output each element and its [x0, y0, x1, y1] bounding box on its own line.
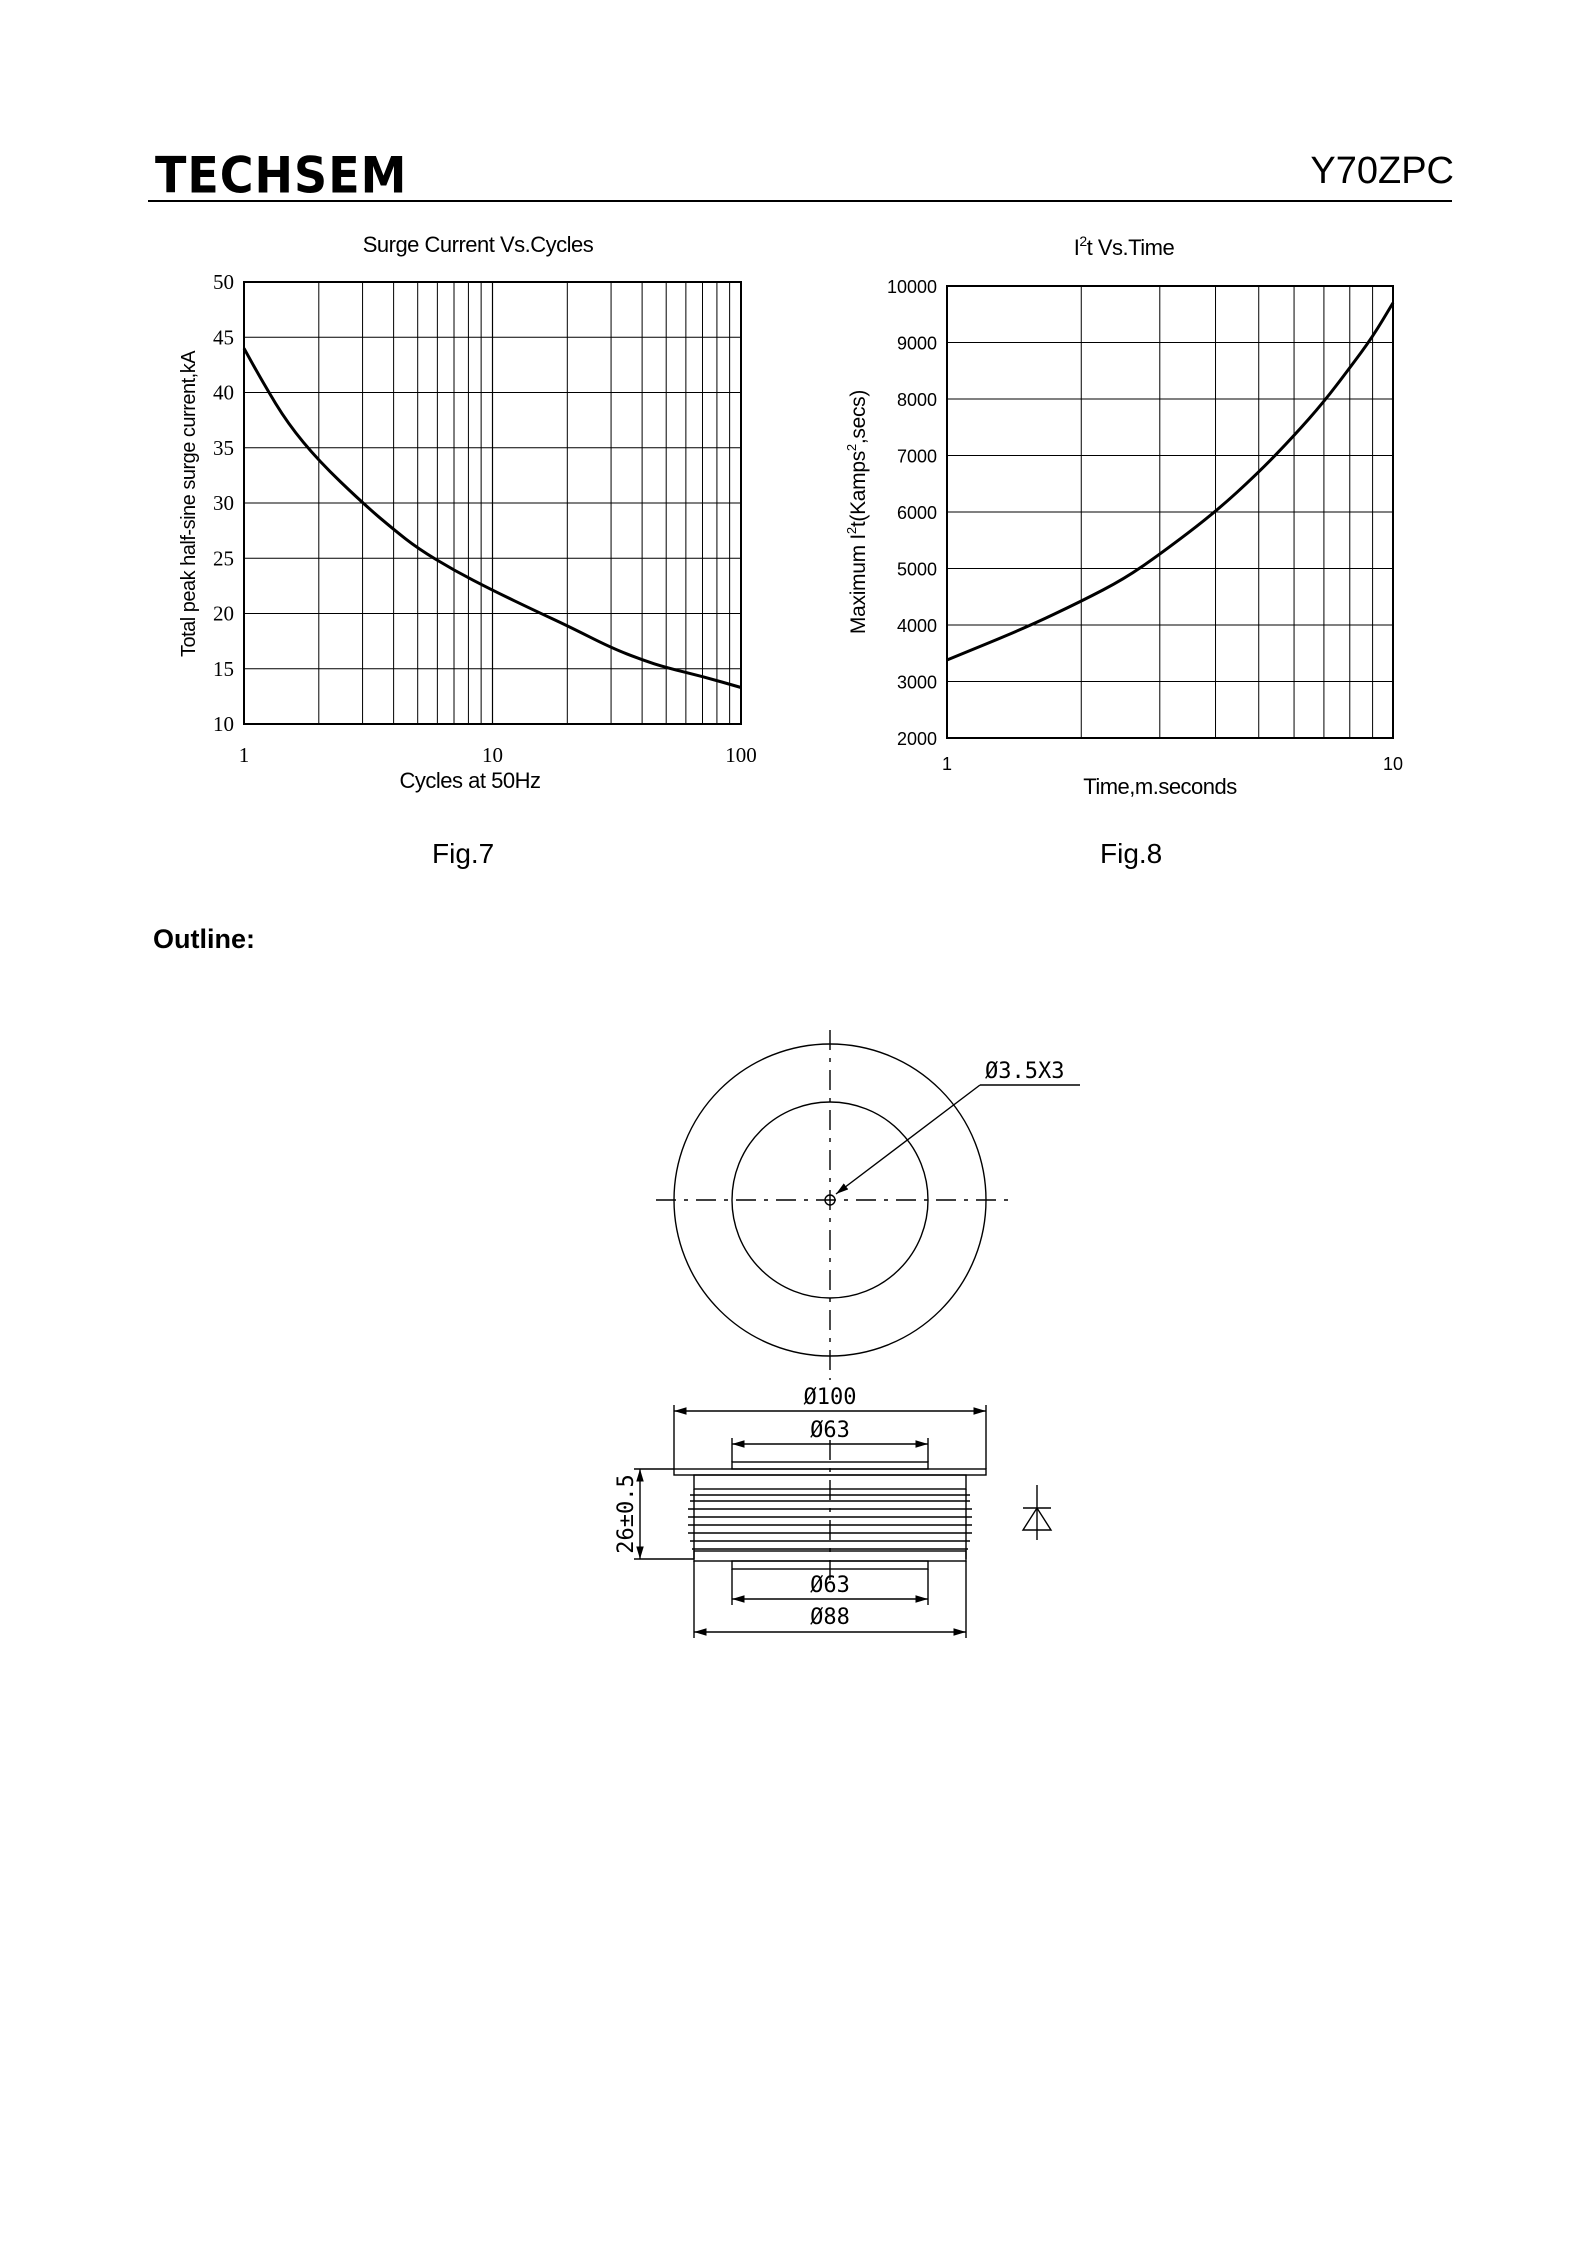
y-tick-label: 20 — [213, 601, 234, 626]
top-pole — [732, 1462, 928, 1469]
x-tick-label: 10 — [482, 743, 503, 767]
header-rule — [148, 200, 1452, 202]
chart8-ylabel-a: Maximum I — [847, 534, 870, 635]
x-tick-label: 10 — [1382, 754, 1404, 774]
outline-title: Outline: — [153, 924, 255, 954]
y-tick-label: 8000 — [896, 390, 937, 410]
surge-current-chart — [150, 222, 770, 822]
chart8-xlabel: Time,m.seconds — [1083, 774, 1237, 799]
chart7-xlabel: Cycles at 50Hz — [399, 768, 541, 793]
chart7-title: Surge Current Vs.Cycles — [362, 232, 594, 257]
y-tick-label: 6000 — [896, 503, 937, 523]
dim-63-bottom-label: Ø63 — [810, 1573, 850, 1598]
body-bottom — [694, 1551, 966, 1561]
x-tick-label: 100 — [725, 743, 757, 767]
x-tick-label: 1 — [941, 754, 953, 774]
chart8-grid — [947, 286, 1393, 738]
dim-height-label: 26±0.5 — [614, 1474, 639, 1554]
y-tick-label: 10 — [213, 712, 234, 736]
thyristor-symbol — [1023, 1485, 1051, 1540]
chart8-title — [1074, 233, 1175, 260]
i2t-chart — [830, 222, 1450, 822]
chart7-grid — [244, 282, 741, 724]
chart8-ylabel-b: t(Kamps — [847, 451, 870, 528]
chart8-ylabel — [844, 390, 870, 634]
y-tick-label: 35 — [213, 435, 234, 460]
outline-drawing — [590, 1010, 1090, 1660]
dim-63-top-label: Ø63 — [810, 1418, 850, 1443]
chart7-ylabel: Total peak half-sine surge current,kA — [178, 350, 200, 658]
x-tick-label: 1 — [238, 743, 250, 767]
y-tick-label: 40 — [213, 380, 234, 405]
chart8-ylabel-c: ,secs) — [847, 389, 870, 445]
y-tick-label: 5000 — [896, 559, 937, 580]
y-tick-label: 3000 — [896, 672, 937, 693]
fig7-label: Fig.7 — [432, 838, 495, 869]
y-tick-label: 50 — [213, 270, 234, 294]
chart8-title-suffix: t Vs.Time — [1086, 235, 1175, 260]
y-tick-label: 45 — [213, 325, 234, 350]
y-tick-label: 2000 — [896, 729, 937, 749]
model-number: Y70ZPC — [1310, 150, 1454, 192]
chart8-series-line — [947, 303, 1393, 660]
dim-88-label: Ø88 — [810, 1605, 850, 1630]
y-tick-label: 25 — [213, 546, 234, 571]
y-tick-label: 9000 — [896, 333, 937, 354]
chart8-ylabel-sup1: 2 — [844, 527, 859, 535]
y-tick-label: 7000 — [896, 446, 937, 467]
fig8-label: Fig.8 — [1100, 838, 1163, 869]
chart8-ylabel-sup2: 2 — [844, 444, 859, 452]
y-tick-label: 4000 — [896, 616, 937, 636]
chart8-title-prefix: I — [1073, 235, 1080, 260]
hole-dim-label: Ø3.5X3 — [985, 1059, 1065, 1084]
chart8-title-sup: 2 — [1079, 233, 1087, 249]
dim-100-label: Ø100 — [803, 1385, 857, 1410]
y-tick-label: 30 — [213, 491, 234, 515]
y-tick-label: 10000 — [886, 277, 937, 297]
brand-logo: TECHSEM — [155, 146, 408, 205]
hole-leader — [836, 1085, 980, 1194]
y-tick-label: 15 — [213, 656, 234, 681]
